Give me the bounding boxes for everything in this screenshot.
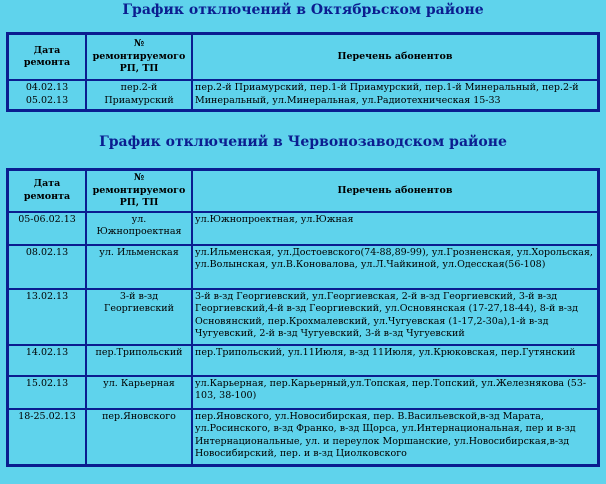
row-date: 14.02.13 (8, 345, 86, 376)
row-subscribers: ул.Карьерная, пер.Карьерный,ул.Топская, пер.Топский, ул.Железнякова (53-103, 38-100) (192, 376, 598, 409)
row-rp: ул. Южнопроектная (86, 212, 192, 245)
header-rp: № ремонтируемого РП, ТП (86, 34, 192, 80)
table-row (8, 345, 598, 376)
row-rp: пер.Трипольский (86, 345, 192, 376)
row-subscribers: 3-й в-зд Георгиевский, ул.Георгиевская, 2-й в-зд Георгиевский, 3-й в-зд Георгиевский,4-й в-зд Георгиевский, ул.Основянская (17-27,18-44), 8-й в-зд Основянский, пер.Крохмалевский, ул.Чугуевская (1-17,2-30а),1-й в-зд Чугуевский, 2-й в-зд Чугуевский, 3-й в-зд Чугуевский (192, 289, 598, 345)
header-subscribers: Перечень абонентов (192, 170, 598, 212)
table-row (8, 212, 598, 245)
row-rp: пер.Яновского (86, 409, 192, 465)
header-date: Дата ремонта (8, 34, 86, 80)
row-subscribers: пер.Трипольский, ул.11Июля, в-зд 11Июля, ул.Крюковская, пер.Гутянский (192, 345, 598, 376)
schedule-table-oktyabrsky (6, 32, 600, 112)
table-header-row (8, 170, 598, 212)
table-row (8, 409, 598, 465)
row-date: 04.02.13 05.02.13 (8, 80, 86, 110)
schedule-table-chervonozavodsky (6, 168, 600, 467)
table-row (8, 245, 598, 289)
section-title-chervonozavodsky: График отключений в Червонозаводском районе (99, 134, 507, 150)
row-subscribers: ул.Южнопроектная, ул.Южная (192, 212, 598, 245)
row-date: 18-25.02.13 (8, 409, 86, 465)
row-subscribers: пер.Яновского, ул.Новосибирская, пер. В.Васильевской,в-зд Марата, ул.Росинского, в-зд Франко, в-зд Щорса, ул.Интернациональная, пер и в-зд Интернациональные, ул. и переулок Моршанские, ул.Новосибирская,в-зд Новосибирский, пер. и в-зд Циолковского (192, 409, 598, 465)
table-row (8, 289, 598, 345)
table-header-row (8, 34, 598, 80)
row-rp: пер.2-й Приамурский (86, 80, 192, 110)
row-subscribers: пер.2-й Приамурский, пер.1-й Приамурский, пер.1-й Минеральный, пер.2-й Минеральный, ул.Минеральная, ул.Радиотехническая 15-33 (192, 80, 598, 110)
row-date: 13.02.13 (8, 289, 86, 345)
row-date: 08.02.13 (8, 245, 86, 289)
row-date: 15.02.13 (8, 376, 86, 409)
header-subscribers: Перечень абонентов (192, 34, 598, 80)
row-rp: ул. Карьерная (86, 376, 192, 409)
table-row (8, 80, 598, 110)
row-rp: 3-й в-зд Георгиевский (86, 289, 192, 345)
row-rp: ул. Ильменская (86, 245, 192, 289)
header-rp: № ремонтируемого РП, ТП (86, 170, 192, 212)
row-subscribers: ул.Ильменская, ул.Достоевского(74-88,89-99), ул.Грозненская, ул.Хорольская, ул.Волынская, ул.В.Коновалова, ул.Л.Чайкиной, ул.Одесская(56-108) (192, 245, 598, 289)
header-date: Дата ремонта (8, 170, 86, 212)
table-row (8, 376, 598, 409)
section-title-oktyabrsky: График отключений в Октябрьском районе (122, 2, 484, 18)
row-date: 05-06.02.13 (8, 212, 86, 245)
